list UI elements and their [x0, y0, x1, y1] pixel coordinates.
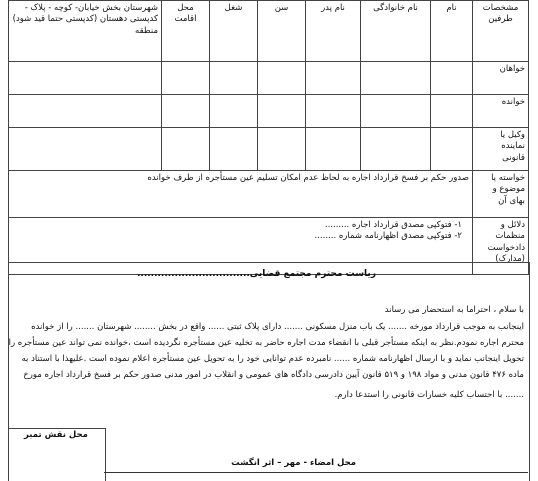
body-line-4: ماده ۴۷۶ قانون مدنی و مواد ۱۹۸ و ۵۱۹ قانون آیین دادرسی دادگاه های عمومی و انقلاب در امور مدنی صدور حکم بر فسخ قرارداد اجاره مورخ: [23, 370, 524, 380]
body-greeting: با سلام ، احتراما به استحضار می رساند: [384, 305, 524, 315]
plaintiff-job-cell[interactable]: [210, 62, 258, 95]
petition-form: [2, 0, 536, 480]
plaintiff-age-cell[interactable]: [258, 62, 306, 95]
request-text[interactable]: صدور حکم بر فسخ قرارداد اجاره به لحاظ عدم امکان تسلیم عین مستأجره از طرف خوانده: [9, 171, 473, 218]
evidence-label: دلائل و منظمات دادخواست (مدارک): [473, 218, 529, 275]
lawyer-job-cell[interactable]: [210, 128, 258, 171]
signature-label: محل امضاء - مهر – اثر انگشت: [231, 458, 356, 468]
table-header: [9, 1, 529, 62]
col-address: شهرستان بخش خیابان- کوچه - پلاک - کدپستی دهستان (کدپستی حتما قید شود) منطقه: [9, 1, 162, 62]
plaintiff-name-cell[interactable]: [431, 62, 473, 95]
col-age: سن: [258, 1, 306, 62]
lawyer-family-cell[interactable]: [361, 128, 431, 171]
defendant-name-cell[interactable]: [431, 95, 473, 128]
defendant-address-cell[interactable]: [9, 95, 162, 128]
plaintiff-family-cell[interactable]: [361, 62, 431, 95]
lawyer-name-cell[interactable]: [431, 128, 473, 171]
defendant-father-cell[interactable]: [306, 95, 361, 128]
lawyer-label: وکیل یا نماینده قانونی: [473, 128, 529, 171]
footer-divider: [104, 472, 528, 473]
plaintiff-address-cell[interactable]: [9, 62, 162, 95]
plaintiff-residence-cell[interactable]: [162, 62, 210, 95]
defendant-job-cell[interactable]: [210, 95, 258, 128]
body-line-2: محترم اجاره نمودم.نظر به اینکه مستأجر قبلی با انقضاء مدت اجاره حاضر به تخلیه عین مستأجره نگردیده است ،خوانده نمی تواند عین مستأجره را: [8, 338, 524, 348]
col-party: مشخصات طرفین: [473, 1, 529, 62]
body-line-1: اینجانب به موجب قرارداد مورخه ....... یک باب منزل مسکونی ....... دارای پلاک ثبتی ...... واقع در بخش ........ شهرستان ....... را از خوانده: [31, 322, 524, 332]
parties-table: [8, 0, 529, 275]
lawyer-residence-cell[interactable]: [162, 128, 210, 171]
body-line-5: ....... با احتساب کلیه خسارات قانونی را استدعا دارم.: [334, 390, 524, 400]
lawyer-address-cell[interactable]: [9, 128, 162, 171]
evidence-item-1: ۱- فتوکپی مصدق قرارداد اجاره .........: [324, 220, 462, 230]
col-residence: محل اقامت: [162, 1, 210, 62]
row-lawyer: [9, 128, 529, 171]
request-label: خواسته یا موضوع و بهای آن: [473, 171, 529, 218]
lawyer-age-cell[interactable]: [258, 128, 306, 171]
defendant-label: خوانده: [473, 95, 529, 128]
col-name: نام: [431, 1, 473, 62]
body-line-3: تحویل اینجانب نماید و با ارسال اظهارنامه شماره ...... نامبرده عدم توانایی خود را به تحویل عین مستأجره اعلام نموده است .علیهذا با استناد به: [21, 354, 524, 364]
plaintiff-label: خواهان: [473, 62, 529, 95]
defendant-residence-cell[interactable]: [162, 95, 210, 128]
col-father: نام پدر: [306, 1, 361, 62]
row-plaintiff: [9, 62, 529, 95]
stamp-label: محل نقش تمبر: [24, 430, 88, 440]
body-title: ریاست محترم مجتمع قضایی.................................: [136, 269, 376, 279]
defendant-age-cell[interactable]: [258, 95, 306, 128]
lawyer-father-cell[interactable]: [306, 128, 361, 171]
evidence-item-2: ۲- فتوکپی مصدق اظهارنامه شماره ........: [314, 231, 462, 242]
row-defendant: [9, 95, 529, 128]
defendant-family-cell[interactable]: [361, 95, 431, 128]
col-job: شغل: [210, 1, 258, 62]
plaintiff-father-cell[interactable]: [306, 62, 361, 95]
col-family: نام خانوادگی: [361, 1, 431, 62]
row-request: [9, 171, 529, 218]
